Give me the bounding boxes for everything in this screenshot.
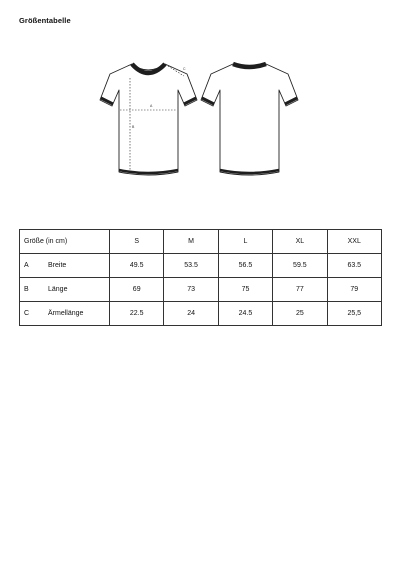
marker-b: B <box>132 125 135 129</box>
table-cell: 25,5 <box>327 302 381 326</box>
table-row <box>20 254 382 278</box>
row-name: Ärmellänge <box>48 310 84 317</box>
row-label-width <box>20 254 110 278</box>
table-cell: 24.5 <box>218 302 272 326</box>
size-header-m: M <box>164 230 218 254</box>
table-cell: 59.5 <box>273 254 327 278</box>
table-cell: 69 <box>110 278 164 302</box>
table-cell: 49.5 <box>110 254 164 278</box>
row-label-sleeve <box>20 302 110 326</box>
table-row <box>20 278 382 302</box>
row-name: Länge <box>48 286 68 293</box>
table-cell: 73 <box>164 278 218 302</box>
header-label: Größe (in cm) <box>20 230 110 254</box>
table-cell: 63.5 <box>327 254 381 278</box>
marker-a: A <box>150 104 153 108</box>
size-table <box>19 229 382 326</box>
table-cell: 25 <box>273 302 327 326</box>
row-label-length <box>20 278 110 302</box>
table-row <box>20 302 382 326</box>
marker-c: C <box>183 67 186 71</box>
table-cell: 53.5 <box>164 254 218 278</box>
table-cell: 24 <box>164 302 218 326</box>
size-header-l: L <box>218 230 272 254</box>
size-header-s: S <box>110 230 164 254</box>
size-header-xl: XL <box>273 230 327 254</box>
table-cell: 56.5 <box>218 254 272 278</box>
tshirt-front <box>100 64 197 175</box>
tshirt-back <box>201 64 298 175</box>
tshirt-illustration <box>96 54 306 186</box>
table-cell: 75 <box>218 278 272 302</box>
row-letter: B <box>24 286 29 293</box>
table-cell: 79 <box>327 278 381 302</box>
table-header-row <box>20 230 382 254</box>
table-cell: 22.5 <box>110 302 164 326</box>
row-letter: C <box>24 310 30 317</box>
size-header-xxl: XXL <box>327 230 381 254</box>
page-title: Größentabelle <box>19 16 71 25</box>
table-cell: 77 <box>273 278 327 302</box>
row-name: Breite <box>48 262 67 269</box>
row-letter: A <box>24 262 29 269</box>
